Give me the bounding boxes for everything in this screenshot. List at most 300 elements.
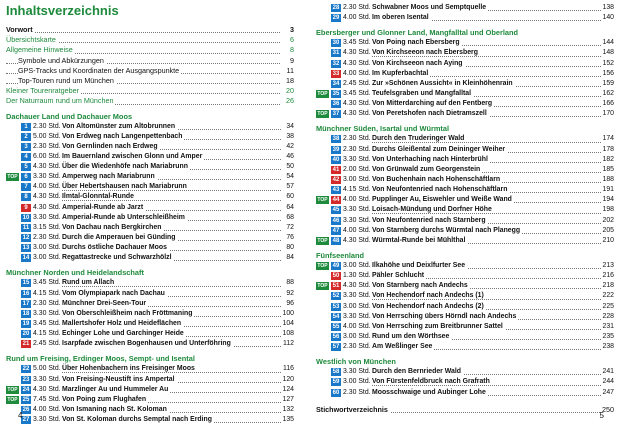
tour-duration: 3.30 Std. (33, 375, 61, 383)
tour-entry[interactable] (6, 213, 294, 223)
tour-name (62, 203, 294, 213)
tour-number-badge: 14 (22, 255, 30, 262)
tour-name-text: Von Poing nach Ebersberg (372, 39, 460, 47)
tour-duration: 3.30 Std. (33, 213, 61, 221)
index-label: Stichwortverzeichnis (316, 404, 388, 414)
tour-name-text: Vom Olympiapark nach Dachau (62, 289, 165, 297)
toc-entry[interactable] (6, 86, 294, 96)
tour-name (372, 342, 614, 352)
tour-entry[interactable] (316, 109, 614, 119)
tour-number-badge: 50 (332, 273, 340, 280)
toc-entry[interactable] (6, 35, 294, 45)
tour-duration: 5.00 Std. (33, 132, 61, 140)
tour-entry[interactable] (316, 145, 614, 155)
tour-page: 135 (281, 415, 295, 425)
tour-name (62, 132, 294, 142)
tour-number-badge: 49 (332, 262, 340, 269)
tour-number-badge: 3 (21, 143, 31, 151)
toc-title: Inhaltsverzeichnis (6, 3, 119, 18)
tour-page: 182 (601, 155, 615, 165)
tour-name-text: Rund um Allach (62, 279, 115, 287)
tour-number-badge: 22 (22, 366, 30, 373)
tour-entry[interactable] (6, 243, 294, 253)
tour-name (372, 109, 614, 119)
tour-entry[interactable] (6, 364, 294, 374)
tour-duration: 3.00 Std. (343, 302, 371, 310)
tour-duration: 2.30 Std. (33, 122, 61, 130)
left-toc-list (6, 25, 294, 425)
tour-entry[interactable] (316, 312, 614, 322)
tour-duration: 3.00 Std. (343, 175, 371, 183)
top-tour-badge: TOP (317, 283, 328, 290)
section-heading: Münchner Süden, Isartal und Würmtal (316, 124, 450, 134)
right-toc-list (316, 3, 614, 415)
tour-name (372, 367, 614, 377)
tour-duration: 2.45 Std. (343, 79, 371, 87)
tour-duration: 1.30 Std. (343, 272, 371, 280)
tour-number-badge: 52 (332, 293, 340, 300)
top-tour-badge: TOP (317, 197, 328, 204)
tour-number-badge: 25 (22, 396, 30, 403)
tour-name-text: Im Kupferbachtal (372, 69, 429, 77)
tour-name-text: Von Poing zum Flughafen (62, 395, 147, 403)
tour-name (372, 13, 614, 23)
tour-page: 34 (284, 122, 294, 132)
tour-page: 46 (284, 152, 294, 162)
tour-entry[interactable] (316, 377, 614, 387)
tour-name (372, 312, 614, 322)
tour-name-text: Loisach-Mündung und Dorfner Höhe (372, 206, 492, 214)
tour-duration: 2.30 Std. (33, 299, 61, 307)
tour-number-badge: 10 (22, 214, 30, 221)
tour-number-badge: 1 (21, 123, 31, 131)
tour-name (62, 375, 294, 385)
tour-number-badge: 44 (332, 197, 340, 204)
tour-entry[interactable] (316, 236, 614, 246)
toc-entry-page: 20 (286, 86, 294, 96)
tour-name (372, 79, 614, 89)
tour-name (62, 278, 294, 288)
toc-entry[interactable] (6, 76, 294, 86)
tour-duration: 3.00 Std. (343, 261, 371, 269)
tour-entry[interactable] (316, 388, 614, 398)
toc-entry-page: 6 (290, 35, 294, 45)
tour-name-text: Von Herrsching übers Hörndl nach Andechs (372, 312, 517, 320)
tour-entry[interactable] (316, 281, 614, 291)
tour-entry[interactable] (6, 253, 294, 263)
tour-entry[interactable] (6, 375, 294, 385)
tour-duration: 3.00 Std. (343, 332, 371, 340)
tour-page: 166 (601, 99, 615, 109)
tour-entry[interactable] (6, 203, 294, 213)
tour-page: 64 (284, 203, 294, 213)
tour-duration: 3.45 Std. (343, 89, 371, 97)
tour-page: 231 (601, 322, 615, 332)
tour-name (372, 236, 614, 246)
tour-entry[interactable] (316, 69, 614, 79)
tour-name-text: Von Starnberg durchs Würmtal nach Planegg (372, 226, 521, 234)
toc-entry-label: Allgemeine Hinweise (6, 45, 73, 55)
tour-duration: 4.30 Std. (343, 59, 371, 67)
tour-name-text: Am Weßlinger See (372, 343, 433, 351)
tour-number-badge: 19 (22, 321, 30, 328)
tour-number-badge: 30 (332, 40, 340, 47)
tour-page: 88 (284, 278, 294, 288)
tour-number-badge: 20 (22, 331, 30, 338)
tour-entry[interactable] (6, 289, 294, 299)
tour-name (62, 233, 294, 243)
section-heading: Münchner Norden und Heidelandschaft (6, 268, 144, 278)
tour-page: 194 (601, 195, 615, 205)
tour-page: 100 (281, 309, 295, 319)
tour-number-badge: 2 (21, 133, 31, 141)
tour-number-badge: 4 (21, 153, 31, 161)
tour-entry[interactable] (316, 38, 614, 48)
tour-name (62, 213, 294, 223)
page-number-right: 5 (599, 411, 604, 420)
tour-duration: 4.00 Std. (343, 322, 371, 330)
tour-name (62, 329, 294, 339)
tour-duration: 2.30 Std. (33, 142, 61, 150)
tour-duration: 3.30 Std. (33, 173, 61, 181)
tour-entry[interactable] (6, 319, 294, 329)
tour-duration: 4.15 Std. (33, 330, 61, 338)
tour-name-text: Von St. Koloman durchs Semptal nach Erding (62, 416, 212, 424)
tour-number-badge: 16 (22, 290, 30, 297)
tour-duration: 4.00 Std. (343, 226, 371, 234)
tour-duration: 3.30 Std. (343, 368, 371, 376)
tour-number-badge: 11 (22, 224, 30, 231)
tour-name-text: Über Hebertshausen nach Mariabrunn (62, 183, 187, 191)
tour-duration: 2.30 Std. (33, 234, 61, 242)
tour-name (62, 289, 294, 299)
tour-entry[interactable] (6, 223, 294, 233)
tour-duration: 4.00 Std. (343, 69, 371, 77)
tour-entry[interactable] (6, 182, 294, 192)
tour-duration: 4.30 Std. (33, 193, 61, 201)
tour-duration: 4.00 Std. (33, 406, 61, 414)
tour-name (62, 415, 294, 425)
tour-entry[interactable] (316, 322, 614, 332)
tour-name (372, 226, 614, 236)
tour-entry[interactable] (6, 278, 294, 288)
tour-duration: 4.30 Std. (343, 49, 371, 57)
tour-duration: 3.30 Std. (33, 416, 61, 424)
tour-page: 140 (601, 13, 615, 23)
tour-entry[interactable] (316, 291, 614, 301)
tour-name-text: Von Peretshofen nach Dietramszell (372, 110, 487, 118)
tour-name (372, 291, 614, 301)
toc-entry-label: Top-Touren rund um München (18, 75, 114, 85)
tour-duration: 3.30 Std. (343, 155, 371, 163)
toc-entry[interactable] (6, 96, 294, 106)
tour-entry[interactable] (6, 172, 294, 182)
tour-number-badge: 53 (332, 303, 340, 310)
tour-page: 185 (601, 165, 615, 175)
toc-entry[interactable] (6, 45, 294, 55)
tour-name-text: Echinger Lohe und Garchinger Heide (62, 330, 184, 338)
tour-entry[interactable] (316, 271, 614, 281)
toc-entry-page: 3 (290, 25, 294, 34)
tour-entry[interactable] (316, 13, 614, 23)
tour-entry[interactable] (316, 302, 614, 312)
tour-entry[interactable] (316, 175, 614, 185)
tour-entry[interactable] (316, 134, 614, 144)
tour-name (372, 195, 614, 205)
index-page: 250 (602, 404, 614, 414)
tour-number-badge: 51 (332, 283, 340, 290)
tour-name (372, 3, 614, 13)
tour-duration: 3.30 Std. (343, 292, 371, 300)
tour-number-badge: 58 (332, 369, 340, 376)
tour-number-badge: 35 (332, 90, 340, 97)
tour-name-text: Von Oberschleißheim nach Fröttmaning (62, 309, 193, 317)
tour-name-text: Von Gernlinden nach Erdweg (62, 142, 158, 150)
tour-page: 159 (601, 79, 615, 89)
tour-name-text: Von Ismaning nach St. Koloman (62, 406, 167, 414)
tour-name-text: Von Neufontenried nach Starnberg (372, 216, 486, 224)
tour-number-badge: 40 (332, 156, 340, 163)
tour-name-text: Regattastrecke und Schwarzhölzl (62, 254, 172, 262)
tour-name (62, 152, 294, 162)
tour-number-badge: 29 (332, 15, 340, 22)
tour-duration: 4.30 Std. (343, 282, 371, 290)
tour-number-badge: 12 (22, 235, 30, 242)
tour-name-text: Moosschwaige und Aubinger Lohe (372, 388, 486, 396)
tour-entry[interactable] (6, 405, 294, 415)
tour-name-text: Von Buchenhain nach Hohenschäftlarn (372, 175, 501, 183)
tour-name (372, 89, 614, 99)
tour-entry[interactable] (6, 329, 294, 339)
tour-entry[interactable] (316, 48, 614, 58)
page-number-left: 4 (18, 411, 23, 420)
tour-entry[interactable] (6, 339, 294, 349)
tour-name (372, 38, 614, 48)
tour-name (62, 162, 294, 172)
tour-name (372, 99, 614, 109)
tour-entry[interactable] (316, 367, 614, 377)
section-heading: Fünfseenland (316, 250, 365, 260)
tour-name (62, 253, 294, 263)
tour-page: 244 (601, 377, 615, 387)
tour-duration: 4.30 Std. (343, 110, 371, 118)
top-tour-badge: TOP (7, 386, 18, 393)
tour-name-text: Ilmtal-Glonntal-Runde (62, 193, 134, 201)
tour-entry[interactable] (6, 192, 294, 202)
tour-entry[interactable] (6, 142, 294, 152)
tour-page: 191 (601, 185, 615, 195)
tour-page: 60 (284, 192, 294, 202)
tour-page: 54 (284, 172, 294, 182)
tour-name (372, 216, 614, 226)
tour-name-text: Amperial-Runde ab Unterschleißheim (62, 213, 185, 221)
tour-entry[interactable] (6, 122, 294, 132)
tour-duration: 4.15 Std. (33, 289, 61, 297)
tour-number-badge: 48 (332, 237, 340, 244)
tour-name (372, 165, 614, 175)
tour-page: 241 (601, 367, 615, 377)
top-tour-badge: TOP (317, 237, 328, 244)
tour-entry[interactable] (316, 89, 614, 99)
tour-name (372, 377, 614, 387)
tour-entry[interactable] (316, 59, 614, 69)
tour-entry[interactable] (6, 415, 294, 425)
tour-entry[interactable] (316, 79, 614, 89)
tour-name-text: Rund um den Wörthsee (372, 332, 450, 340)
tour-duration: 7.45 Std. (33, 395, 61, 403)
tour-entry[interactable] (316, 195, 614, 205)
tour-page: 50 (284, 162, 294, 172)
tour-duration: 6.00 Std. (33, 152, 61, 160)
tour-page: 57 (284, 182, 294, 192)
tour-number-badge: 55 (332, 323, 340, 330)
toc-entry[interactable] (6, 66, 294, 76)
tour-number-badge: 9 (21, 204, 31, 212)
tour-page: 174 (601, 134, 615, 144)
tour-entry[interactable] (316, 342, 614, 352)
tour-name-text: Durch die Amperauen bei Günding (62, 234, 176, 242)
tour-number-badge: 28 (332, 5, 340, 11)
tour-name-text: Münchner Drei-Seen-Tour (62, 299, 147, 307)
tour-entry[interactable] (6, 233, 294, 243)
tour-entry[interactable] (316, 216, 614, 226)
tour-duration: 3.30 Std. (33, 309, 61, 317)
tour-page: 92 (284, 289, 294, 299)
tour-page: 148 (601, 48, 615, 58)
tour-name (62, 405, 294, 415)
tour-number-badge: 56 (332, 333, 340, 340)
tour-number-badge: 38 (332, 136, 340, 143)
tour-number-badge: 54 (332, 313, 340, 320)
tour-number-badge: 6 (21, 173, 31, 181)
tour-duration: 2.30 Std. (343, 4, 371, 11)
tour-duration: 3.15 Std. (33, 223, 61, 231)
tour-entry[interactable] (316, 261, 614, 271)
section-heading: Westlich von München (316, 357, 396, 367)
index-entry[interactable] (316, 404, 614, 415)
tour-page: 108 (281, 329, 295, 339)
toc-entry-label: Übersichtskarte (6, 35, 56, 45)
tour-name-text: Von Erdweg nach Langenpettenbach (62, 132, 183, 140)
tour-page: 178 (601, 145, 615, 155)
tour-number-badge: 41 (332, 166, 340, 173)
toc-entry-page: 8 (290, 45, 294, 55)
tour-page: 38 (284, 132, 294, 142)
tour-duration: 4.30 Std. (33, 203, 61, 211)
tour-entry[interactable] (6, 162, 294, 172)
tour-name-text: Durch den Truderinger Wald (372, 135, 465, 143)
tour-duration: 2.00 Std. (343, 165, 371, 173)
tour-duration: 4.00 Std. (343, 14, 371, 22)
tour-number-badge: 26 (22, 407, 30, 414)
tour-name (372, 281, 614, 291)
tour-page: 76 (284, 233, 294, 243)
tour-name (372, 155, 614, 165)
tour-name (372, 175, 614, 185)
left-page (0, 0, 310, 423)
tour-page: 96 (284, 299, 294, 309)
toc-entry-label: Der Naturraum rund um München (6, 96, 114, 106)
section-heading: Ebersberger und Glonner Land, Mangfalltal und Oberland (316, 28, 519, 38)
tour-name (62, 243, 294, 253)
tour-name-text: Von Mitterdarching auf den Fentberg (372, 100, 493, 108)
tour-name-text: Von Freising-Neustift ins Ampertal (62, 375, 175, 383)
tour-name-text: Marzlinger Au und Hummeler Au (62, 385, 169, 393)
tour-name (372, 145, 614, 155)
toc-entry[interactable] (6, 56, 294, 66)
tour-number-badge: 34 (332, 80, 340, 87)
section-heading: Dachauer Land und Dachauer Moos (6, 111, 133, 121)
tour-page: 228 (601, 312, 615, 322)
tour-name-text: Von Neufontenried nach Hohenschäftlarn (372, 186, 508, 194)
tour-name-text: Amperweg nach Mariabrunn (62, 173, 155, 181)
tour-name (62, 319, 294, 329)
tour-name (62, 339, 294, 349)
toc-entry[interactable] (6, 25, 294, 35)
tour-entry[interactable] (316, 332, 614, 342)
tour-entry[interactable] (6, 309, 294, 319)
top-tour-badge: TOP (7, 396, 18, 403)
tour-entry[interactable] (6, 385, 294, 395)
toc-entry-label: Symbole und Abkürzungen (18, 55, 104, 65)
tour-name-text: Im Bauernland zwischen Glonn und Amper (62, 152, 203, 160)
tour-entry[interactable] (6, 299, 294, 309)
tour-page: 162 (601, 89, 615, 99)
tour-number-badge: 60 (332, 389, 340, 396)
tour-name (372, 205, 614, 215)
tour-entry[interactable] (316, 185, 614, 195)
tour-name-text: Von Herrsching zum Breitbrunner Sattel (372, 322, 503, 330)
tour-name (372, 69, 614, 79)
tour-page: 127 (281, 395, 295, 405)
tour-name-text: Schwabner Moos und Semptquelle (372, 4, 487, 11)
tour-entry[interactable] (6, 152, 294, 162)
section-heading: Rund um Freising, Erdinger Moos, Sempt- und Isental (6, 354, 195, 364)
tour-page: 222 (601, 291, 615, 301)
tour-number-badge: 46 (332, 217, 340, 224)
tour-page: 68 (284, 213, 294, 223)
tour-number-badge: 13 (22, 245, 30, 252)
tour-page: 198 (601, 205, 615, 215)
tour-page: 225 (601, 302, 615, 312)
tour-entry[interactable] (6, 395, 294, 405)
tour-page: 205 (601, 226, 615, 236)
tour-name (62, 182, 294, 192)
tour-entry[interactable] (316, 226, 614, 236)
tour-entry[interactable] (316, 165, 614, 175)
tour-entry[interactable] (316, 99, 614, 109)
tour-entry[interactable] (6, 132, 294, 142)
toc-entry-page: 9 (290, 55, 294, 65)
tour-name-text: Durchs östliche Dachauer Moos (62, 244, 167, 252)
tour-number-badge: 39 (332, 146, 340, 153)
tour-duration: 3.00 Std. (343, 378, 371, 386)
tour-name-text: Von Kirchseeon nach Aying (372, 59, 463, 67)
tour-duration: 5.00 Std. (33, 365, 61, 373)
tour-name (62, 122, 294, 132)
tour-entry[interactable] (316, 155, 614, 165)
tour-name (62, 192, 294, 202)
tour-duration: 4.30 Std. (343, 100, 371, 108)
tour-entry[interactable] (316, 3, 614, 13)
tour-name-text: Von Dachau nach Bergkirchen (62, 223, 162, 231)
tour-number-badge: 21 (22, 341, 30, 348)
tour-entry[interactable] (316, 205, 614, 215)
tour-name-text: Über die Wiedenhöfe nach Mariabrunn (62, 163, 188, 171)
tour-duration: 2.30 Std. (343, 343, 371, 351)
tour-page: 84 (284, 253, 294, 263)
tour-page: 202 (601, 216, 615, 226)
